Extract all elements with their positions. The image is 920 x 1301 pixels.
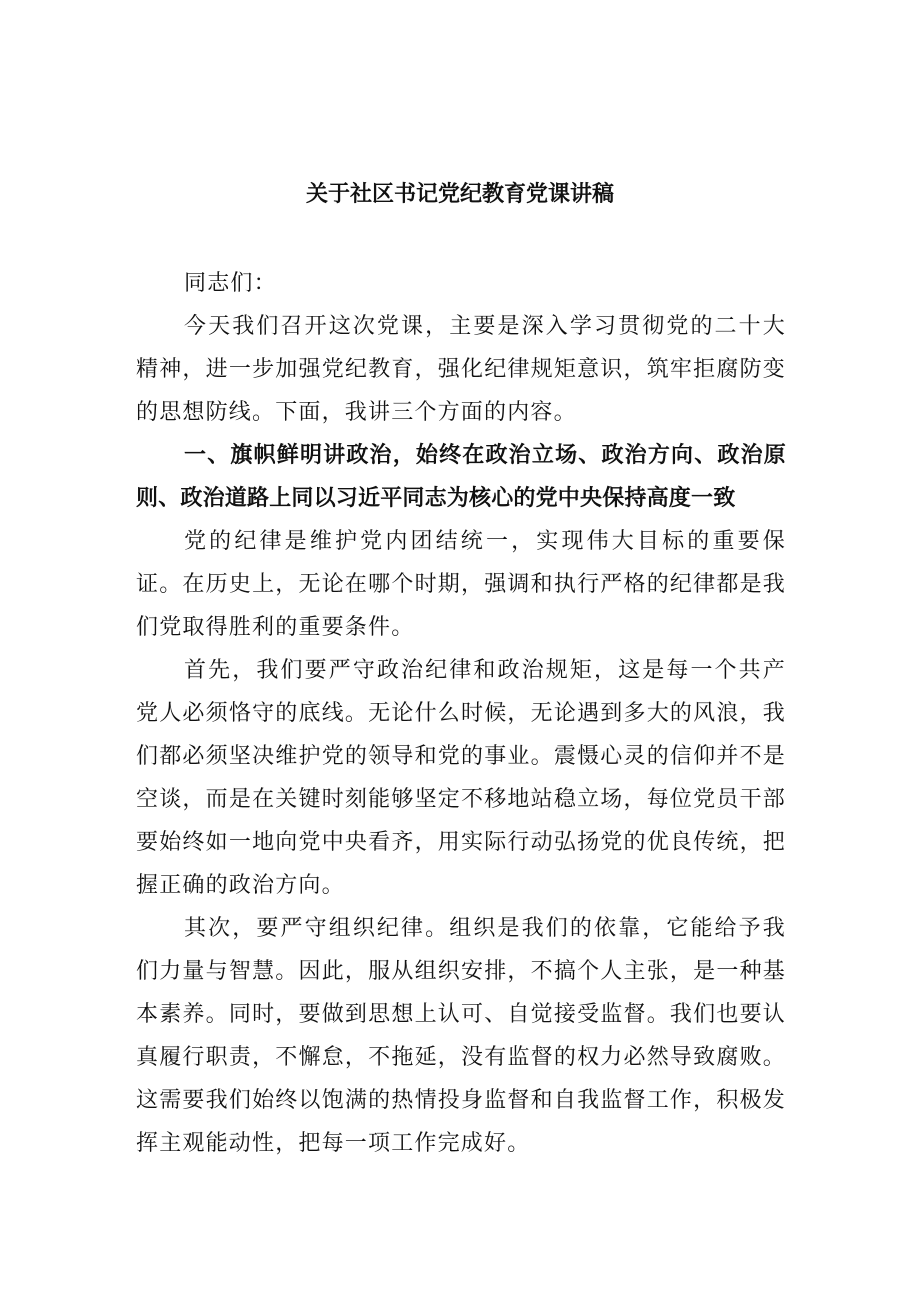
section-heading-1: 一、旗帜鲜明讲政治，始终在政治立场、政治方向、政治原则、政治道路上同以习近平同志为核心的党中央保持高度一致 bbox=[136, 443, 786, 511]
greeting: 同志们： bbox=[184, 271, 277, 296]
paragraph-discipline: 党的纪律是维护党内团结统一，实现伟大目标的重要保证。在历史上，无论在哪个时期，强调和执行严格的纪律都是我们党取得胜利的重要条件。 bbox=[136, 529, 786, 640]
document-body bbox=[136, 262, 786, 1165]
paragraph-intro: 今天我们召开这次党课，主要是深入学习贯彻党的二十大精神，进一步加强党纪教育，强化纪律规矩意识，筑牢拒腐防变的思想防线。下面，我讲三个方面的内容。 bbox=[136, 314, 786, 425]
paragraph-organizational-discipline: 其次，要严守组织纪律。组织是我们的依靠，它能给予我们力量与智慧。因此，服从组织安排，不搞个人主张，是一种基本素养。同时，要做到思想上认可、自觉接受监督。我们也要认真履行职责，不懈怠，不拖延，没有监督的权力必然导致腐败。这需要我们始终以饱满的热情投身监督和自我监督工作，积极发挥主观能动性，把每一项工作完成好。 bbox=[136, 916, 786, 1156]
document-title: 关于社区书记党纪教育党课讲稿 bbox=[305, 182, 614, 207]
paragraph-political-discipline: 首先，我们要严守政治纪律和政治规矩，这是每一个共产党人必须恪守的底线。无论什么时候，无论遇到多大的风浪，我们都必须坚决维护党的领导和党的事业。震慑心灵的信仰并不是空谈，而是在关键时刻能够坚定不移地站稳立场，每位党员干部要始终如一地向党中央看齐，用实际行动弘扬党的优良传统，把握正确的政治方向。 bbox=[136, 658, 786, 898]
